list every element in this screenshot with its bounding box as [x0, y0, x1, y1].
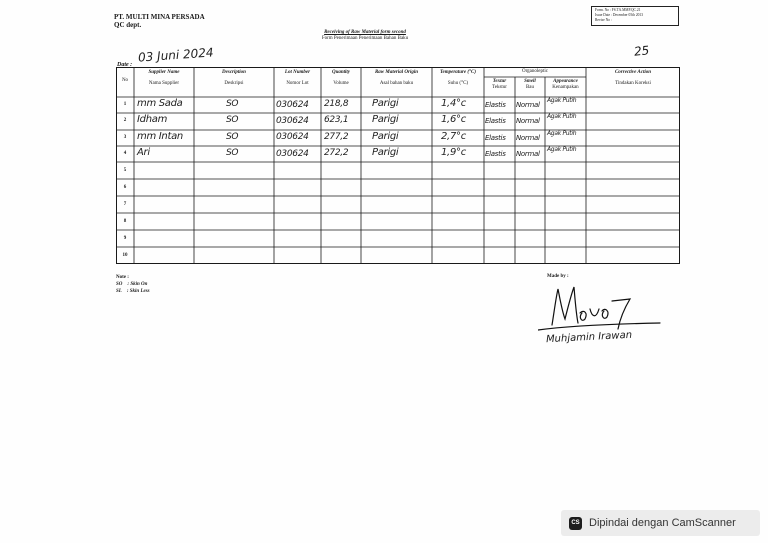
- row-number: 7: [123, 202, 127, 207]
- texture-cell: Elastis: [485, 117, 506, 125]
- company-dept: QC dept.: [114, 21, 142, 29]
- row-number: 10: [122, 253, 128, 258]
- header-appearance-en: Appearance: [553, 79, 578, 84]
- header-quantity: [321, 70, 361, 87]
- notes-label: Note :: [116, 275, 129, 280]
- quantity-cell: 623,1: [324, 115, 349, 125]
- lot-cell: 030624: [276, 132, 309, 142]
- header-texture-id: Tekstur: [492, 85, 507, 90]
- temperature-cell: 1,4°c: [441, 98, 466, 109]
- quantity-cell: 218,8: [324, 99, 349, 109]
- document-info-box: [591, 6, 679, 26]
- header-description-id: Deskripsi: [224, 81, 244, 86]
- origin-cell: Parigi: [372, 131, 399, 142]
- camscanner-text: Dipindai dengan CamScanner: [589, 517, 736, 529]
- note-item: [116, 281, 150, 288]
- smell-cell: Normal: [516, 117, 540, 125]
- header-appearance: [545, 79, 586, 91]
- supplier-cell: Idham: [137, 114, 168, 125]
- revise-number: Revise No :: [595, 18, 612, 22]
- header-temperature: [432, 70, 484, 87]
- appearance-cell: Agak Putih: [547, 146, 577, 153]
- header-supplier-en: Supplier Name: [148, 70, 180, 75]
- texture-cell: Elastis: [485, 134, 506, 142]
- header-description: [194, 70, 274, 87]
- smell-cell: Normal: [516, 101, 540, 109]
- smell-cell: Normal: [516, 150, 540, 158]
- description-cell: SO: [226, 132, 239, 142]
- note-desc: : Skin On: [127, 282, 148, 287]
- appearance-cell: Agak Putih: [547, 130, 577, 137]
- notes-section: [116, 274, 150, 295]
- header-quantity-id: Volume: [333, 81, 349, 86]
- signer-name: Muhjamin Irawan: [545, 329, 633, 346]
- note-code: SL: [116, 289, 122, 294]
- header-corrective-en: Corrective Action: [614, 70, 652, 75]
- header-corrective: [586, 70, 680, 87]
- row-number: 1: [123, 102, 127, 107]
- quantity-cell: 272,2: [324, 148, 349, 158]
- header-description-en: Description: [222, 70, 246, 75]
- form-title: [300, 30, 430, 42]
- page-number: 25: [633, 43, 650, 59]
- issue-date: Issue Date : December 05th 2013: [595, 13, 644, 17]
- note-item: [116, 288, 150, 295]
- description-cell: SO: [226, 115, 239, 125]
- header-lot-id: Nomor Lot: [286, 81, 309, 86]
- form-number: Form. No : FS.TA.MMP.QC.21: [595, 8, 641, 12]
- header-appearance-id: Kenampakan: [552, 85, 579, 90]
- header-corrective-id: Tindakan Koreksi: [615, 81, 651, 86]
- note-code: SO: [116, 282, 123, 287]
- temperature-cell: 1,9°c: [441, 147, 466, 158]
- camscanner-badge: [561, 510, 760, 536]
- note-desc: : Skin Less: [126, 289, 150, 294]
- header-lot: [274, 70, 321, 87]
- row-number: 6: [123, 185, 127, 190]
- row-number: 3: [123, 135, 127, 140]
- header-no-label: No: [121, 78, 129, 83]
- supplier-cell: mm Intan: [137, 131, 183, 142]
- lot-cell: 030624: [276, 100, 309, 110]
- header-quantity-en: Quantity: [331, 70, 351, 75]
- header-origin-id: Asal bahan baku: [379, 81, 414, 86]
- texture-cell: Elastis: [485, 150, 506, 158]
- form-title-en: Receiving of Raw Material form second: [324, 30, 406, 35]
- supplier-cell: Ari: [137, 147, 150, 158]
- table-grid-lines: [116, 67, 680, 264]
- lot-cell: 030624: [276, 116, 309, 126]
- made-by-label: Made by :: [547, 274, 569, 279]
- header-texture: [484, 79, 515, 91]
- origin-cell: Parigi: [372, 98, 399, 109]
- appearance-cell: Agak Putih: [547, 97, 577, 104]
- lot-cell: 030624: [276, 149, 309, 159]
- row-number: 5: [123, 168, 127, 173]
- row-number: 9: [123, 236, 127, 241]
- header-texture-en: Textur: [492, 79, 507, 84]
- form-title-id: Form Penerimaan Penerimaan Bahan Baku: [321, 36, 409, 41]
- row-number: 8: [123, 219, 127, 224]
- header-smell-id: Bau: [525, 85, 535, 90]
- description-cell: SO: [226, 99, 239, 109]
- header-smell-en: Smell: [524, 79, 536, 84]
- temperature-cell: 2,7°c: [441, 131, 466, 142]
- date-value: 03 Juni 2024: [137, 45, 214, 65]
- header-supplier: [134, 70, 194, 87]
- quantity-cell: 277,2: [324, 132, 349, 142]
- origin-cell: Parigi: [372, 114, 399, 125]
- header-supplier-id: Nama Supplier: [148, 81, 180, 86]
- header-origin-en: Raw Material Origin: [374, 70, 419, 75]
- date-label: Date :: [117, 62, 133, 68]
- temperature-cell: 1,6°c: [441, 114, 466, 125]
- row-number: 2: [123, 118, 127, 123]
- origin-cell: Parigi: [372, 147, 399, 158]
- supplier-cell: mm Sada: [137, 98, 183, 109]
- header-temperature-id: Suhu (°C): [447, 81, 469, 86]
- header-smell: [515, 79, 545, 91]
- header-temperature-en: Temperature (°C): [439, 70, 477, 75]
- company-header: [114, 13, 205, 29]
- camscanner-icon: CS: [569, 517, 582, 530]
- header-origin: [361, 70, 432, 87]
- smell-cell: Normal: [516, 134, 540, 142]
- receiving-table: [116, 67, 680, 264]
- row-number: 4: [123, 151, 127, 156]
- header-lot-en: Lot Number: [284, 70, 311, 75]
- header-organoleptic: Organoleptic: [521, 69, 548, 74]
- header-no: [116, 78, 134, 84]
- company-name: PT. MULTI MINA PERSADA: [114, 13, 205, 21]
- appearance-cell: Agak Putih: [547, 113, 577, 120]
- texture-cell: Elastis: [485, 101, 506, 109]
- description-cell: SO: [226, 148, 239, 158]
